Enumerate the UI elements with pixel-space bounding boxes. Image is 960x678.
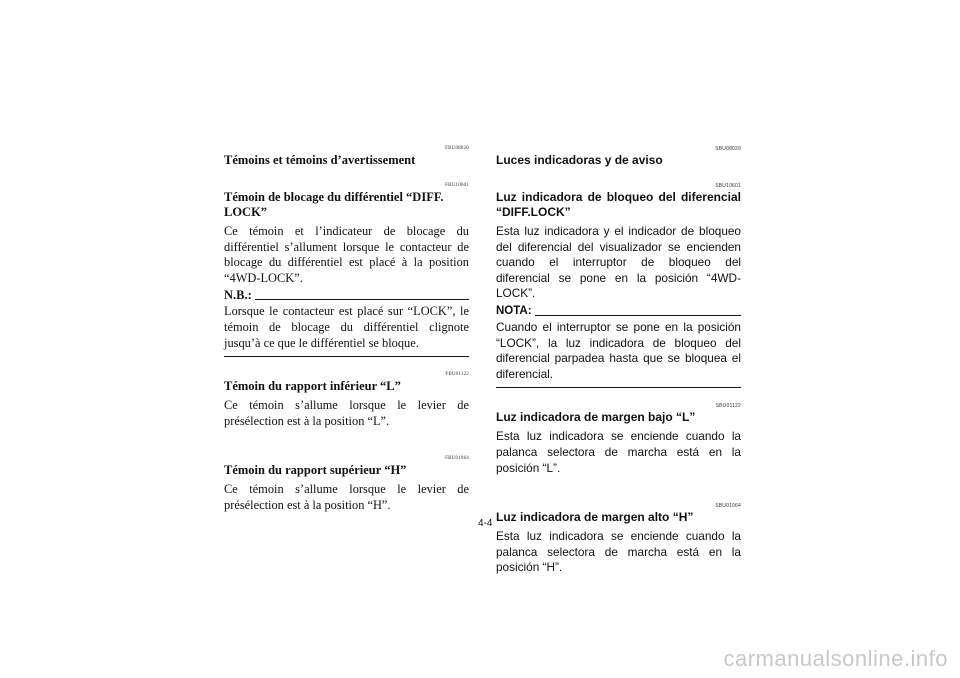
low-range-code: FBU01122 (445, 372, 469, 378)
low-range-title: Luz indicadora de margen bajo “L” (496, 410, 696, 425)
high-range-code: FBU01064 (445, 456, 469, 462)
note-text: Cuando el interruptor se pone en la posición “LOCK”, la luz indicadora de bloqueo del diferencial parpadea hasta que se bloquea el diferencial. (496, 319, 741, 381)
high-range-code: SBU01064 (715, 503, 741, 510)
note-header (224, 288, 469, 303)
section-title: Témoins et témoins d’avertissement (224, 153, 416, 167)
note-label: NOTA: (496, 304, 532, 317)
diff-lock-code: FBU10601 (445, 183, 469, 188)
high-range-text: Ce témoin s’allume lorsque le levier de présélection est à la position “H”. (224, 482, 469, 512)
note-divider (255, 299, 469, 300)
diff-lock-text: Ce témoin et l’indicateur de blocage du différentiel s’allument lorsque le contacteur de blocage du différentiel est placé à la position “4WD-LOCK”. (224, 224, 469, 285)
section-title: Luces indicadoras y de aviso (496, 153, 663, 167)
low-range-code: SBU01122 (715, 403, 741, 410)
low-range-text: Esta luz indicadora se enciende cuando la palanca selectora de marcha está en la posición “L”. (496, 429, 741, 475)
high-range-title: Témoin du rapport supérieur “H” (224, 463, 407, 478)
note-header (496, 304, 741, 319)
diff-lock-title: Témoin de blocage du différentiel “DIFF. LOCK” (224, 190, 444, 219)
note-label: N.B.: (224, 288, 252, 303)
diff-lock-text: Esta luz indicadora y el indicador de bloqueo del diferencial del visualizador se encienden cuando el interruptor de bloqueo del diferencial se pone en la posición “4WD-LOCK”. (496, 224, 741, 301)
section-code: FBU08020 (445, 146, 469, 151)
low-range-text: Ce témoin s’allume lorsque le levier de présélection est à la position “L”. (224, 398, 469, 428)
spanish-column (496, 145, 741, 576)
diff-lock-code: SBU10601 (715, 183, 741, 189)
diff-lock-title: Luz indicadora de bloqueo del diferencial “DIFF.LOCK” (496, 190, 741, 219)
high-range-title: Luz indicadora de margen alto “H” (496, 510, 694, 525)
page-number: 4-4 (478, 518, 493, 529)
note-divider (535, 315, 741, 316)
low-range-title: Témoin du rapport inférieur “L” (224, 379, 401, 394)
note-text: Lorsque le contacteur est placé sur “LOCK”, le témoin de blocage du différentiel clignote jusqu’à ce que le différentiel se bloque. (224, 304, 469, 350)
french-column (224, 145, 469, 514)
high-range-text: Esta luz indicadora se enciende cuando la palanca selectora de marcha está en la posición “H”. (496, 529, 741, 575)
watermark: carmanualsonline.info (723, 646, 948, 671)
section-code: SBU08020 (715, 146, 741, 152)
